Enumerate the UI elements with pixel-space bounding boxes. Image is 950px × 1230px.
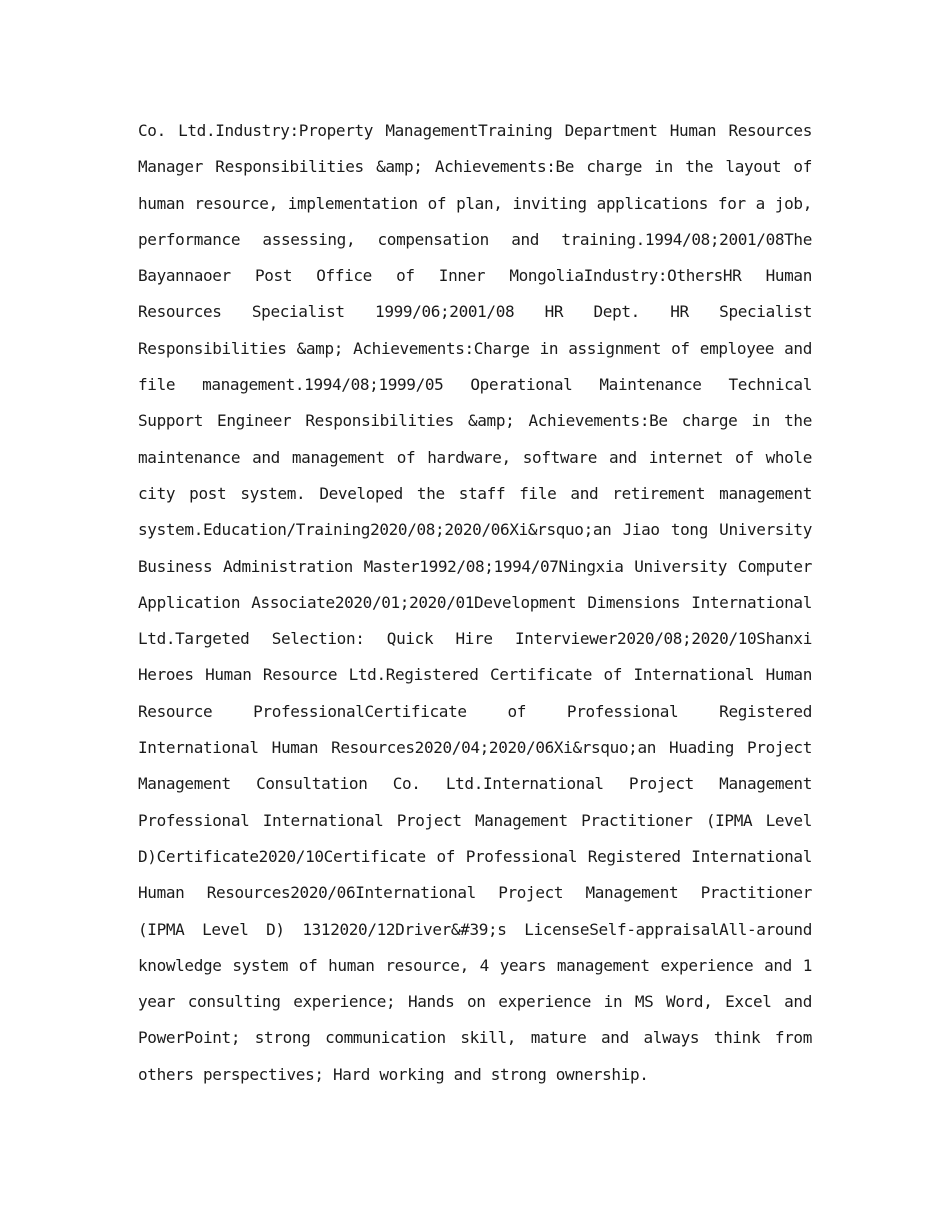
resume-body-text: Co. Ltd.Industry:Property ManagementTraining Department Human Resources Manager Responsibilities &amp; Achievements:Be charge in the layout of human resource, implementation of plan, inviting applications for a job, performance assessing, compensation and training.1994/08;2001/08The Bayannaoer Post Office of Inner MongoliaIndustry:OthersHR Human Resources Specialist 1999/06;2001/08 HR Dept. HR Specialist Responsibilities &amp; Achievements:Charge in assignment of employee and file management.1994/08;1999/05 Operational Maintenance Technical Support Engineer Responsibilities &amp; Achievements:Be charge in the maintenance and management of hardware, software and internet of whole city post system. Developed the staff file and retirement management system.Education/Training2020/08;2020/06Xi&rsquo;an Jiao tong University Business Administration Master1992/08;1994/07Ningxia University Computer Application Associate2020/01;2020/01Development Dimensions International Ltd.Targeted Selection: Quick Hire Interviewer2020/08;2020/10Shanxi Heroes Human Resource Ltd.Registered Certificate of International Human Resource ProfessionalCertificate of Professional Registered International Human Resources2020/04;2020/06Xi&rsquo;an Huading Project Management Consultation Co. Ltd.International Project Management Professional International Project Management Practitioner (IPMA Level D)Certificate2020/10Certificate of Professional Registered International Human Resources2020/06International Project Management Practitioner (IPMA Level D) 1312020/12Driver&#39;s LicenseSelf-appraisalAll-around knowledge system of human resource, 4 years management experience and 1 year consulting experience; Hands on experience in MS Word, Excel and PowerPoint; strong communication skill, mature and always think from others perspectives; Hard working and strong ownership. xyxy=(138,121,812,1084)
